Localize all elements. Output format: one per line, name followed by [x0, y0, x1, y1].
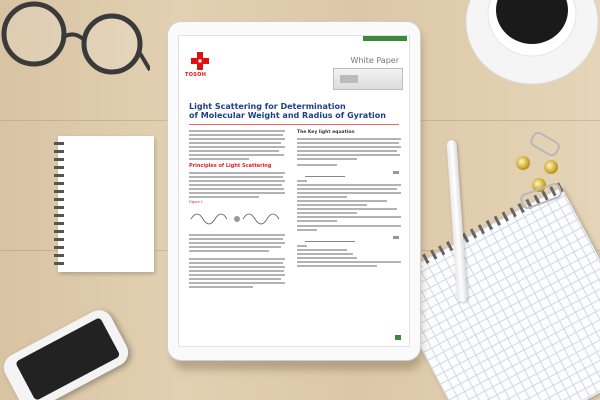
paperclip-icon: [528, 130, 562, 159]
instrument-image: [333, 68, 403, 90]
tablet-device: [168, 22, 420, 360]
header-bar: [363, 36, 407, 41]
pushpin-icon: [516, 156, 530, 170]
left-column: [189, 130, 285, 290]
title-line-1: Light Scattering for Determination: [189, 102, 346, 111]
pushpin-icon: [544, 160, 558, 174]
document-title: [189, 102, 399, 120]
right-column: [297, 130, 401, 269]
logo-text: TOSOH: [185, 72, 207, 78]
figure-caption: Figure 1: [189, 200, 204, 204]
white-paper-label: White Paper: [350, 56, 399, 65]
coffee-cup-icon: [462, 0, 600, 90]
eyeglasses-icon: [0, 0, 150, 110]
equation: [297, 169, 401, 177]
title-divider: [189, 124, 399, 125]
tablet-screen[interactable]: [179, 36, 409, 346]
title-line-2: of Molecular Weight and Radius of Gyration: [189, 111, 386, 120]
smartphone: [0, 305, 133, 400]
equation: [297, 234, 401, 242]
tosoh-logo-icon: [191, 52, 209, 70]
section-heading: Principles of Light Scattering: [189, 163, 272, 169]
wave-figure: [189, 207, 285, 231]
page-number-badge: [395, 335, 401, 340]
notebook-left: [58, 136, 154, 272]
right-heading: The Key light equation: [297, 130, 355, 135]
